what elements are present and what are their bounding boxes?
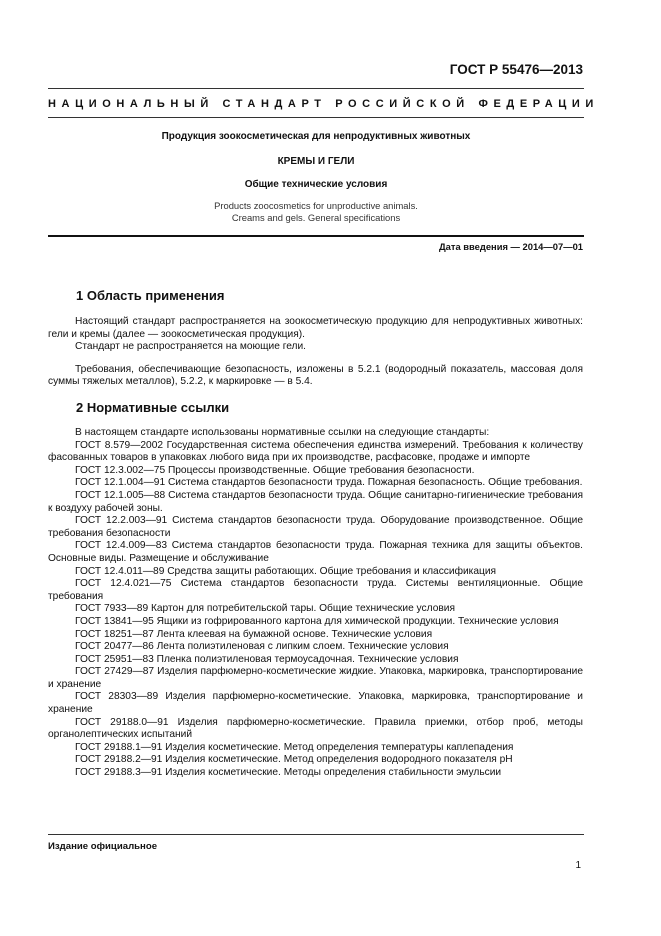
title-divider <box>48 235 584 237</box>
reference-item: ГОСТ 12.3.002—75 Процессы производственные. Общие требования безопасности. <box>75 464 475 476</box>
reference-item: ГОСТ 12.2.003—91 Система стандартов безопасности труда. Оборудование производственное. Общие требования безопасности <box>48 515 583 539</box>
section2-heading: 2 Нормативные ссылки <box>76 400 230 415</box>
reference-item: ГОСТ 29188.0—91 Изделия парфюмерно-косметические. Правила приемки, отбор проб, методы органолептических испытаний <box>48 716 583 741</box>
section1-heading: 1 Область применения <box>76 288 225 303</box>
section1-body <box>48 316 583 389</box>
introduction-date: Дата введения — 2014—07—01 <box>438 241 583 252</box>
page-number: 1 <box>575 860 581 871</box>
english-title <box>48 200 584 224</box>
general-specs-title: Общие технические условия <box>244 179 388 190</box>
reference-item: ГОСТ 12.1.005—88 Система стандартов безопасности труда. Общие санитарно-гигиенические требования к воздуху рабочей зоны. <box>48 489 583 514</box>
product-title: Продукция зоокосметическая для непродуктивных животных <box>161 131 471 142</box>
english-title-line1: Products zoocosmetics for unproductive animals. <box>214 200 418 211</box>
reference-item: ГОСТ 8.579—2002 Государственная система обеспечения единства измерений. Требования к количеству фасованных товаров в упаковках любого вида при их производстве, расфасовке, продаже и импорте <box>48 439 583 464</box>
creams-gels-title: КРЕМЫ И ГЕЛИ <box>277 156 355 167</box>
reference-item: ГОСТ 7933—89 Картон для потребительской тары. Общие технические условия <box>75 603 455 615</box>
section1-paragraph: Требования, обеспечивающие безопасность, изложены в 5.2.1 (водородный показатель, массовая доля суммы тяжелых металлов), 5.2.2, к маркировке — в 5.4. <box>48 363 583 388</box>
reference-item: ГОСТ 29188.1—91 Изделия косметические. Метод определения температуры каплепадения <box>75 741 514 753</box>
header-rule-top <box>48 88 584 89</box>
reference-item: ГОСТ 29188.3—91 Изделия косметические. Методы определения стабильности эмульсии <box>75 767 502 779</box>
reference-item: ГОСТ 20477—86 Лента полиэтиленовая с липким слоем. Технические условия <box>75 641 449 653</box>
reference-item: ГОСТ 12.4.011—89 Средства защиты работающих. Общие требования и классификация <box>75 565 497 577</box>
reference-item: ГОСТ 29188.2—91 Изделия косметические. Метод определения водородного показателя pH <box>75 754 513 766</box>
reference-item: ГОСТ 25951—83 Пленка полиэтиленовая термоусадочная. Технические условия <box>75 653 459 665</box>
section2-body <box>48 427 583 780</box>
section2-intro: В настоящем стандарте использованы нормативные ссылки на следующие стандарты: <box>75 427 490 438</box>
header-rule-bottom <box>48 117 584 118</box>
reference-item: ГОСТ 13841—95 Ящики из гофрированного картона для химической продукции. Технические условия <box>75 615 559 627</box>
english-title-line2: Creams and gels. General specifications <box>231 212 401 223</box>
document-code: ГОСТ Р 55476—2013 <box>449 62 583 77</box>
national-standard-banner: НАЦИОНАЛЬНЫЙ СТАНДАРТ РОССИЙСКОЙ ФЕДЕРАЦИИ <box>48 98 599 110</box>
reference-item: ГОСТ 12.4.021—75 Система стандартов безопасности труда. Системы вентиляционные. Общие требования <box>48 578 583 602</box>
reference-item: ГОСТ 18251—87 Лента клеевая на бумажной основе. Технические условия <box>75 628 433 640</box>
official-edition-label: Издание официальное <box>48 841 158 852</box>
reference-item: ГОСТ 28303—89 Изделия парфюмерно-косметические. Упаковка, маркировка, транспортирование и хранение <box>48 691 583 716</box>
reference-item: ГОСТ 12.1.004—91 Система стандартов безопасности труда. Пожарная безопасность. Общие требования. <box>75 477 583 489</box>
footer-rule <box>48 834 584 835</box>
reference-item: ГОСТ 27429—87 Изделия парфюмерно-косметические жидкие. Упаковка, маркировка, транспортирование и хранение <box>48 666 583 690</box>
reference-item: ГОСТ 12.4.009—83 Система стандартов безопасности труда. Пожарная техника для защиты объектов. Основные виды. Размещение и обслуживание <box>48 540 583 564</box>
section1-paragraph: Настоящий стандарт распространяется на зоокосметическую продукцию для непродуктивных животных: гели и кремы (далее — зоокосметическая продукция). <box>48 316 583 340</box>
section1-paragraph: Стандарт не распространяется на моющие гели. <box>75 341 306 353</box>
